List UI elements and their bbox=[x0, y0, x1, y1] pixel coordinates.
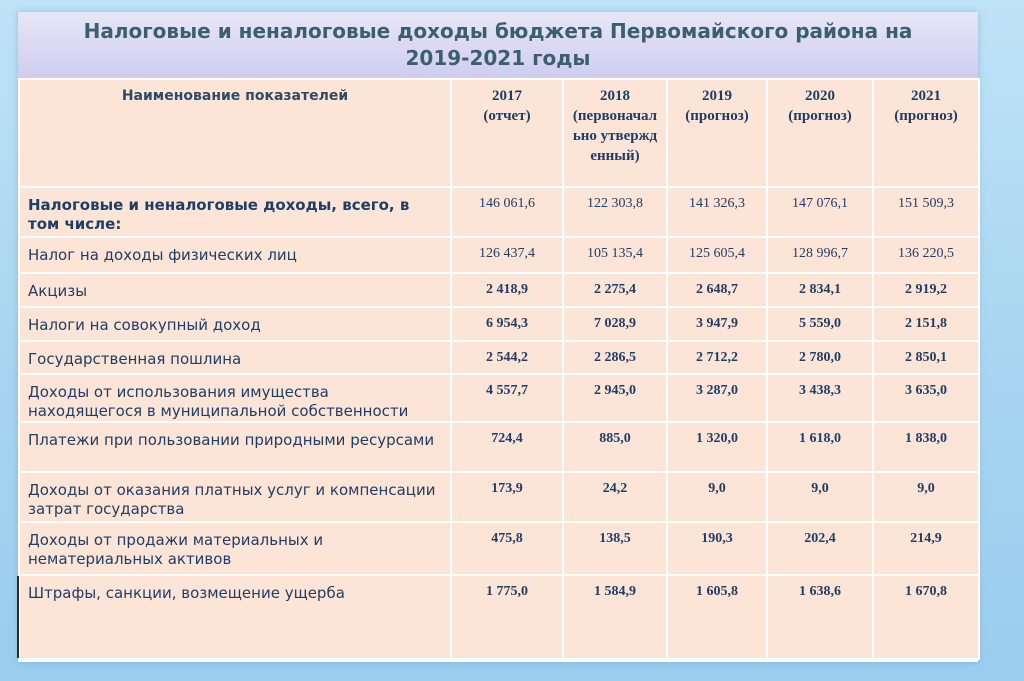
row-label: Доходы от оказания платных услуг и компенсации затрат государства bbox=[19, 472, 451, 522]
header-year: 2018 bbox=[600, 88, 630, 104]
cell-2020: 1 638,6 bbox=[767, 575, 873, 659]
cell-2019: 2 648,7 bbox=[667, 273, 767, 307]
cell-2018: 7 028,9 bbox=[563, 307, 667, 341]
cell-2019: 9,0 bbox=[667, 472, 767, 522]
header-col-2021 bbox=[873, 79, 979, 187]
cell-2021: 151 509,3 bbox=[873, 187, 979, 237]
cell-2020: 128 996,7 bbox=[767, 237, 873, 273]
cell-2019: 1 605,8 bbox=[667, 575, 767, 659]
cell-2021: 2 850,1 bbox=[873, 341, 979, 374]
header-col-2019 bbox=[667, 79, 767, 187]
cell-2018: 24,2 bbox=[563, 472, 667, 522]
cell-2021: 136 220,5 bbox=[873, 237, 979, 273]
header-note: (прогноз) bbox=[894, 108, 958, 124]
table-row bbox=[19, 422, 979, 472]
header-col-2018 bbox=[563, 79, 667, 187]
header-col-2020 bbox=[767, 79, 873, 187]
cell-2021: 2 919,2 bbox=[873, 273, 979, 307]
cell-2018: 885,0 bbox=[563, 422, 667, 472]
cell-2019: 125 605,4 bbox=[667, 237, 767, 273]
cell-2019: 141 326,3 bbox=[667, 187, 767, 237]
cell-2021: 1 838,0 bbox=[873, 422, 979, 472]
table-row bbox=[19, 374, 979, 422]
header-indicator-name: Наименование показателей bbox=[19, 79, 451, 187]
cell-2017: 724,4 bbox=[451, 422, 563, 472]
cell-2018: 122 303,8 bbox=[563, 187, 667, 237]
table-row bbox=[19, 341, 979, 374]
cell-2020: 147 076,1 bbox=[767, 187, 873, 237]
cell-2018: 138,5 bbox=[563, 522, 667, 575]
row-label: Платежи при пользовании природными ресурсами bbox=[19, 422, 451, 472]
cell-2017: 146 061,6 bbox=[451, 187, 563, 237]
row-label: Налоговые и неналоговые доходы, всего, в том числе: bbox=[19, 187, 451, 237]
row-label: Доходы от использования имущества находящегося в муниципальной собственности bbox=[19, 374, 451, 422]
cell-2020: 2 834,1 bbox=[767, 273, 873, 307]
cell-2017: 1 775,0 bbox=[451, 575, 563, 659]
header-note: (отчет) bbox=[483, 108, 531, 124]
cell-2017: 475,8 bbox=[451, 522, 563, 575]
header-note: (прогноз) bbox=[685, 108, 749, 124]
cell-2021: 3 635,0 bbox=[873, 374, 979, 422]
cell-2021: 1 670,8 bbox=[873, 575, 979, 659]
cell-2018: 2 945,0 bbox=[563, 374, 667, 422]
cell-2017: 4 557,7 bbox=[451, 374, 563, 422]
table-row bbox=[19, 307, 979, 341]
cell-2021: 2 151,8 bbox=[873, 307, 979, 341]
row-label: Налог на доходы физических лиц bbox=[19, 237, 451, 273]
cell-2017: 173,9 bbox=[451, 472, 563, 522]
cell-2019: 3 947,9 bbox=[667, 307, 767, 341]
table-row bbox=[19, 237, 979, 273]
row-label: Акцизы bbox=[19, 273, 451, 307]
cell-2021: 9,0 bbox=[873, 472, 979, 522]
cell-2020: 1 618,0 bbox=[767, 422, 873, 472]
cell-2017: 2 418,9 bbox=[451, 273, 563, 307]
header-year: 2017 bbox=[492, 88, 522, 104]
header-col-2017 bbox=[451, 79, 563, 187]
cell-2017: 126 437,4 bbox=[451, 237, 563, 273]
cell-2018: 105 135,4 bbox=[563, 237, 667, 273]
header-year: 2021 bbox=[911, 88, 941, 104]
cell-2019: 3 287,0 bbox=[667, 374, 767, 422]
row-label: Налоги на совокупный доход bbox=[19, 307, 451, 341]
cell-2020: 2 780,0 bbox=[767, 341, 873, 374]
table-row bbox=[19, 273, 979, 307]
cell-2017: 2 544,2 bbox=[451, 341, 563, 374]
cell-2019: 1 320,0 bbox=[667, 422, 767, 472]
page-title: Налоговые и неналоговые доходы бюджета Первомайского района на 2019-2021 годы bbox=[83, 19, 913, 70]
cell-2018: 2 275,4 bbox=[563, 273, 667, 307]
cell-2020: 202,4 bbox=[767, 522, 873, 575]
header-note: (первоначально утвержденный) bbox=[572, 108, 658, 164]
revenue-table bbox=[18, 78, 980, 660]
header-year: 2020 bbox=[805, 88, 835, 104]
cell-2020: 3 438,3 bbox=[767, 374, 873, 422]
header-year: 2019 bbox=[702, 88, 732, 104]
row-label: Доходы от продажи материальных и нематериальных активов bbox=[19, 522, 451, 575]
table-row bbox=[19, 472, 979, 522]
table-header-row bbox=[19, 79, 979, 187]
cell-2020: 5 559,0 bbox=[767, 307, 873, 341]
cell-2021: 214,9 bbox=[873, 522, 979, 575]
cell-2020: 9,0 bbox=[767, 472, 873, 522]
row-label: Штрафы, санкции, возмещение ущерба bbox=[19, 575, 451, 659]
table-row bbox=[19, 522, 979, 575]
cell-2018: 2 286,5 bbox=[563, 341, 667, 374]
row-label: Государственная пошлина bbox=[19, 341, 451, 374]
cell-2019: 190,3 bbox=[667, 522, 767, 575]
cell-2017: 6 954,3 bbox=[451, 307, 563, 341]
header-note: (прогноз) bbox=[788, 108, 852, 124]
left-edge-mark bbox=[17, 576, 19, 658]
cell-2018: 1 584,9 bbox=[563, 575, 667, 659]
cell-2019: 2 712,2 bbox=[667, 341, 767, 374]
title-band bbox=[18, 12, 978, 78]
table-row bbox=[19, 575, 979, 659]
table-row bbox=[19, 187, 979, 237]
